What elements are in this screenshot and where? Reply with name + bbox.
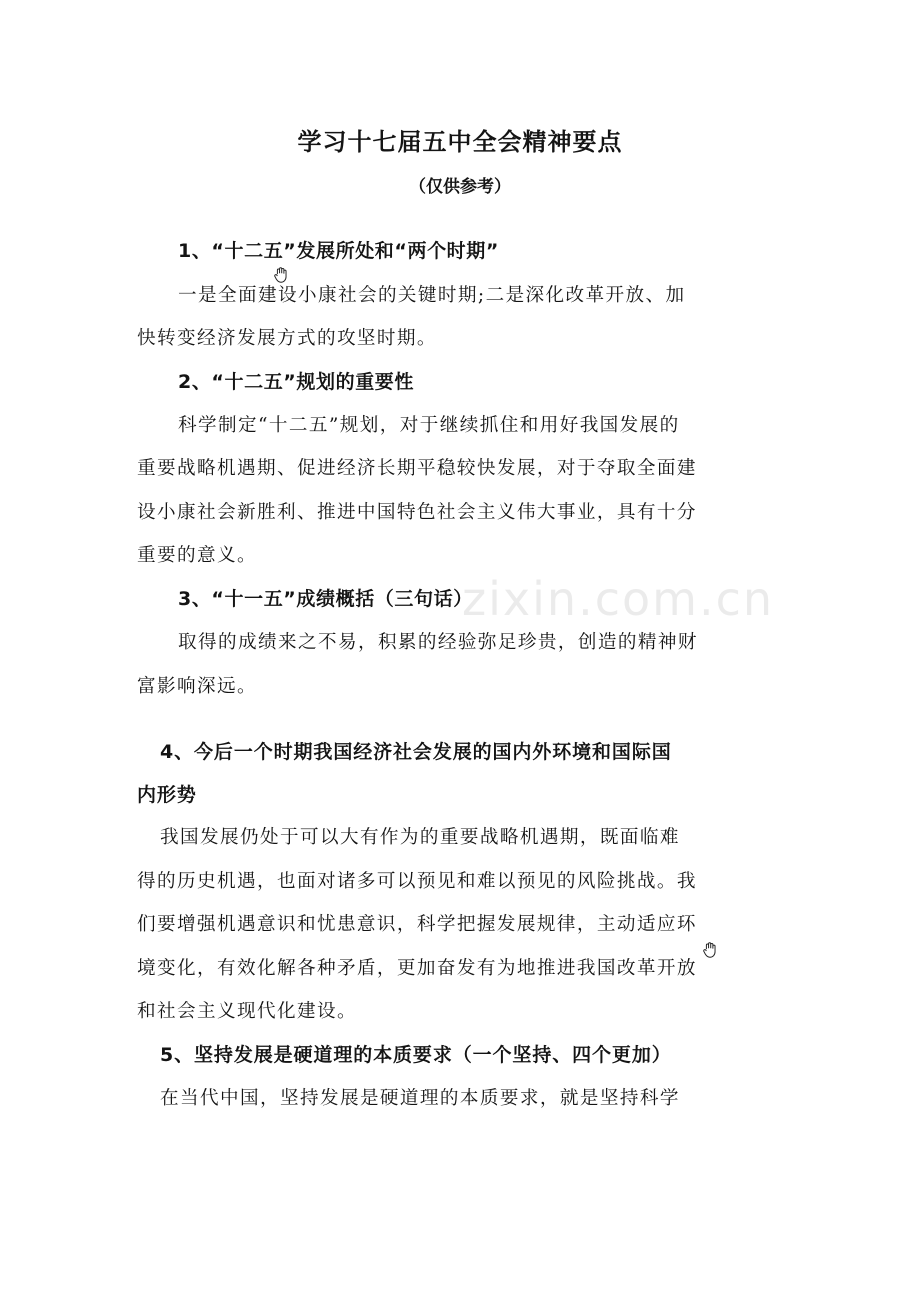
section-1-heading: 1、“十二五”发展所处和“两个时期” (178, 240, 499, 262)
hand-cursor-icon (701, 941, 719, 959)
document-title: 学习十七届五中全会精神要点 (297, 128, 623, 156)
section-4-line-5: 和社会主义现代化建设。 (137, 1001, 357, 1022)
section-4-line-1: 我国发展仍处于可以大有作为的重要战略机遇期，既面临难 (160, 827, 680, 848)
section-4-heading-line-1: 4、今后一个时期我国经济社会发展的国内外环境和国际国 (160, 741, 672, 763)
section-4-line-2: 得的历史机遇，也面对诸多可以预见和难以预见的风险挑战。我 (137, 871, 697, 892)
document-subtitle: （仅供参考） (409, 177, 511, 197)
section-2-heading: 2、“十二五”规划的重要性 (178, 371, 414, 393)
section-3-line-2: 富影响深远。 (137, 676, 257, 697)
section-2-line-1: 科学制定“十二五”规划，对于继续抓住和用好我国发展的 (178, 415, 680, 436)
section-4-line-4: 境变化，有效化解各种矛盾，更加奋发有为地推进我国改革开放 (137, 958, 697, 979)
section-3-heading: 3、“十一五”成绩概括（三句话） (178, 588, 473, 610)
section-2-line-3: 设小康社会新胜利、推进中国特色社会主义伟大事业，具有十分 (137, 502, 697, 523)
section-5-line-1: 在当代中国，坚持发展是硬道理的本质要求，就是坚持科学 (160, 1088, 680, 1109)
section-1-line-1: 一是全面建设小康社会的关键时期;二是深化改革开放、加 (178, 285, 686, 306)
section-3-line-1: 取得的成绩来之不易，积累的经验弥足珍贵，创造的精神财 (178, 632, 698, 653)
hand-cursor-icon (272, 266, 290, 284)
section-2-line-2: 重要战略机遇期、促进经济长期平稳较快发展，对于夺取全面建 (137, 458, 697, 479)
section-4-line-3: 们要增强机遇意识和忧患意识，科学把握发展规律，主动适应环 (137, 914, 697, 935)
section-1-line-2: 快转变经济发展方式的攻坚时期。 (137, 328, 437, 349)
section-4-heading-line-2: 内形势 (137, 784, 197, 806)
section-2-line-4: 重要的意义。 (137, 545, 257, 566)
section-5-heading: 5、坚持发展是硬道理的本质要求（一个坚持、四个更加） (160, 1044, 672, 1066)
watermark-text: zixin.com.cn (462, 572, 775, 626)
